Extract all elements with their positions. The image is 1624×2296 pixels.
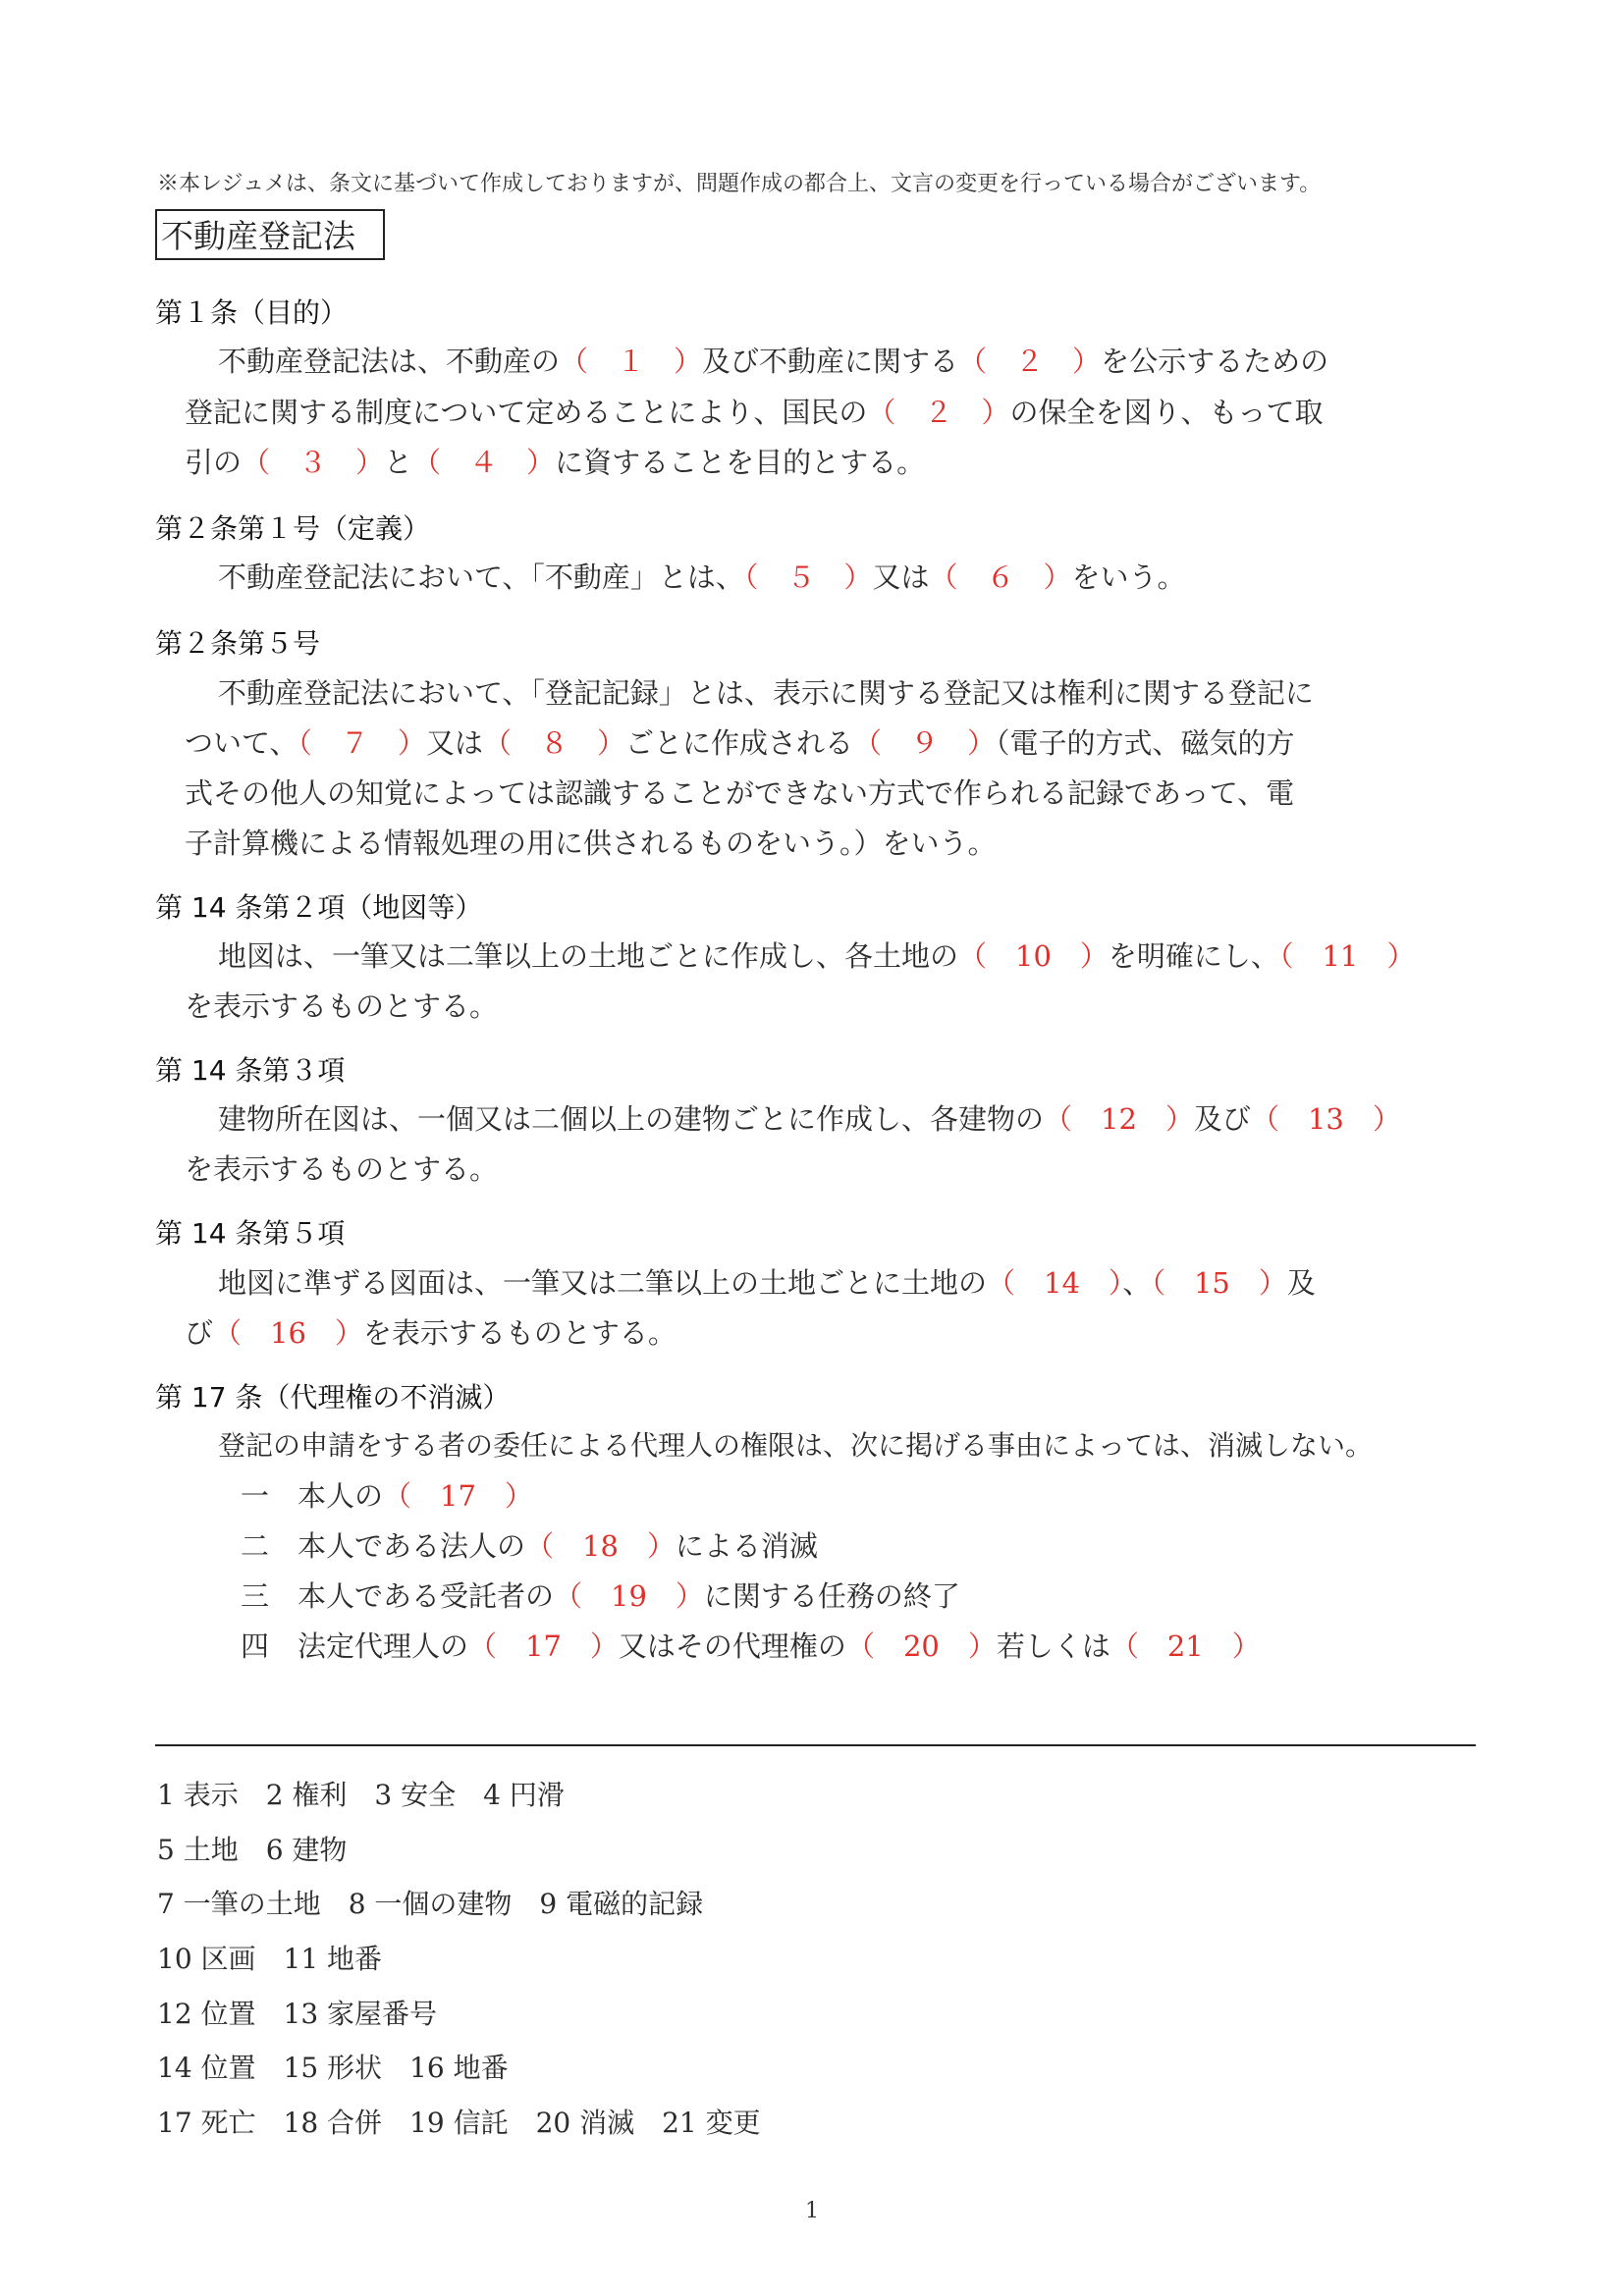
text-segment: 若しくは	[996, 1629, 1110, 1663]
blank-13: （ 13 ）	[1250, 1102, 1401, 1136]
text-segment: 及	[1286, 1266, 1316, 1300]
text-segment: と	[384, 446, 413, 479]
article-line	[185, 1311, 677, 1352]
article-line	[218, 1424, 1373, 1464]
article-heading: 第 14 条第５項	[155, 1217, 346, 1250]
answer-line: 7 一筆の土地 8 一個の建物 9 電磁的記録	[157, 1888, 704, 1920]
answer-line: 17 死亡 18 合併 19 信託 20 消滅 21 変更	[157, 2107, 761, 2139]
answer-line: 12 位置 13 家屋番号	[157, 1998, 438, 2030]
article-line	[218, 1261, 1316, 1302]
article-line	[185, 1148, 498, 1188]
blank-18: （ 18 ）	[525, 1529, 676, 1563]
text-segment: 及び不動産に関する	[702, 345, 959, 378]
blank-16: （ 16 ）	[213, 1316, 363, 1350]
article-line	[185, 391, 1323, 431]
text-segment: 又は	[872, 561, 930, 594]
blank-21: （ 21 ）	[1110, 1629, 1261, 1663]
article-line	[218, 671, 1314, 712]
text-segment: 建物所在図は、一個又は二個以上の建物ごとに作成し、各建物の	[218, 1102, 1045, 1136]
text-segment: を表示するものとする。	[362, 1316, 677, 1350]
text-segment: を表示するものとする。	[185, 989, 499, 1023]
text-segment: 不動産登記法は、不動産の	[218, 345, 561, 378]
text-segment: 又はその代理権の	[618, 1629, 846, 1663]
blank-20: （ 20 ）	[845, 1629, 997, 1663]
text-segment: 二 本人である法人の	[241, 1529, 526, 1563]
article-heading: 第２条第５号	[155, 627, 321, 660]
blank-11: （ 11 ）	[1278, 939, 1416, 973]
article-item	[241, 1474, 533, 1515]
text-segment: び	[185, 1316, 214, 1350]
blank-1: （ １ ）	[560, 345, 703, 378]
blank-9: （ ９ ）	[852, 726, 996, 760]
article-line	[218, 934, 1415, 975]
answer-line: 10 区画 11 地番	[157, 1943, 383, 1975]
law-title: 不動産登記法	[155, 209, 385, 260]
article-line	[218, 1097, 1401, 1138]
answer-line: 5 土地 6 建物	[157, 1834, 348, 1866]
answer-divider	[155, 1744, 1476, 1746]
text-segment: 地図は、一筆又は二筆以上の土地ごとに作成し、各土地の	[218, 939, 959, 973]
text-segment: ごとに作成される	[624, 726, 853, 760]
text-segment: 又は	[425, 726, 483, 760]
article-heading: 第 14 条第２項（地図等）	[155, 891, 483, 924]
text-segment: を明確にし、	[1108, 939, 1279, 973]
disclaimer-note: ※本レジュメは、条文に基づいて作成しておりますが、問題作成の都合上、文言の変更を行っている場合がございます。	[157, 172, 1322, 196]
article-line	[185, 441, 925, 481]
text-segment: を公示するための	[1101, 345, 1329, 378]
text-segment: 登記に関する制度について定めることにより、国民の	[185, 396, 868, 429]
blank-8: （ ８ ）	[482, 726, 625, 760]
text-segment: の保全を図り、もって取	[1009, 396, 1324, 429]
text-segment: 子計算機による情報処理の用に供されるものをいう。）をいう。	[185, 827, 997, 860]
text-segment: ついて、	[185, 726, 298, 760]
blank-19: （ 19 ）	[554, 1579, 704, 1613]
text-segment: による消滅	[675, 1529, 818, 1563]
blank-17: （ 17 ）	[468, 1629, 619, 1663]
article-line	[185, 721, 1295, 762]
text-segment: 三 本人である受託者の	[241, 1579, 555, 1613]
text-segment: 四 法定代理人の	[241, 1629, 469, 1663]
article-item	[241, 1625, 1261, 1665]
text-segment: 不動産登記法において、「不動産」とは、	[218, 561, 744, 594]
text-segment: 一 本人の	[241, 1479, 384, 1513]
blank-6: （ ６ ）	[929, 561, 1072, 594]
article-heading: 第 14 条第３項	[155, 1054, 346, 1087]
blank-17: （ 17 ）	[383, 1479, 533, 1513]
article-line	[218, 340, 1328, 380]
blank-12: （ 12 ）	[1044, 1102, 1194, 1136]
text-segment: 引の	[185, 446, 243, 479]
article-heading: 第２条第１号（定義）	[155, 512, 431, 545]
text-segment: を表示するものとする。	[185, 1152, 499, 1186]
blank-3: （ ３ ）	[242, 446, 385, 479]
article-item	[241, 1575, 960, 1615]
article-line	[185, 822, 997, 862]
text-segment: （電子的方式、磁気的方	[996, 726, 1295, 760]
text-segment: 、	[1122, 1266, 1152, 1300]
blank-10: （ 10 ）	[958, 939, 1109, 973]
article-item	[241, 1524, 818, 1565]
text-segment: 不動産登記法において、「登記記録」とは、表示に関する登記又は権利に関する登記に	[218, 676, 1314, 710]
article-heading: 第 17 条（代理権の不消滅）	[155, 1381, 511, 1414]
text-segment: に資することを目的とする。	[555, 446, 926, 479]
article-line	[218, 556, 1185, 596]
answer-line: 1 表示 2 権利 3 安全 4 円滑	[157, 1779, 565, 1811]
blank-2: （ ２ ）	[867, 396, 1010, 429]
article-line	[185, 772, 1294, 812]
blank-5: （ ５ ）	[743, 561, 873, 594]
text-segment: に関する任務の終了	[703, 1579, 960, 1613]
text-segment: 地図に準ずる図面は、一筆又は二筆以上の土地ごとに土地の	[218, 1266, 988, 1300]
blank-14: （ 14 ）	[987, 1266, 1123, 1300]
article-heading: 第１条（目的）	[155, 296, 349, 329]
text-segment: をいう。	[1071, 561, 1186, 594]
text-segment: 及び	[1193, 1102, 1251, 1136]
text-segment: 式その他人の知覚によっては認識することができない方式で作られる記録であって、電	[185, 776, 1295, 810]
blank-4: （ ４ ）	[412, 446, 556, 479]
article-line	[185, 985, 498, 1025]
answer-line: 14 位置 15 形状 16 地番	[157, 2052, 509, 2084]
page-number: 1	[805, 2199, 819, 2223]
blank-7: （ ７ ）	[298, 726, 426, 760]
text-segment: 登記の申請をする者の委任による代理人の権限は、次に掲げる事由によっては、消滅しない。	[218, 1429, 1374, 1462]
blank-15: （ 15 ）	[1151, 1266, 1287, 1300]
blank-2: （ ２ ）	[958, 345, 1102, 378]
